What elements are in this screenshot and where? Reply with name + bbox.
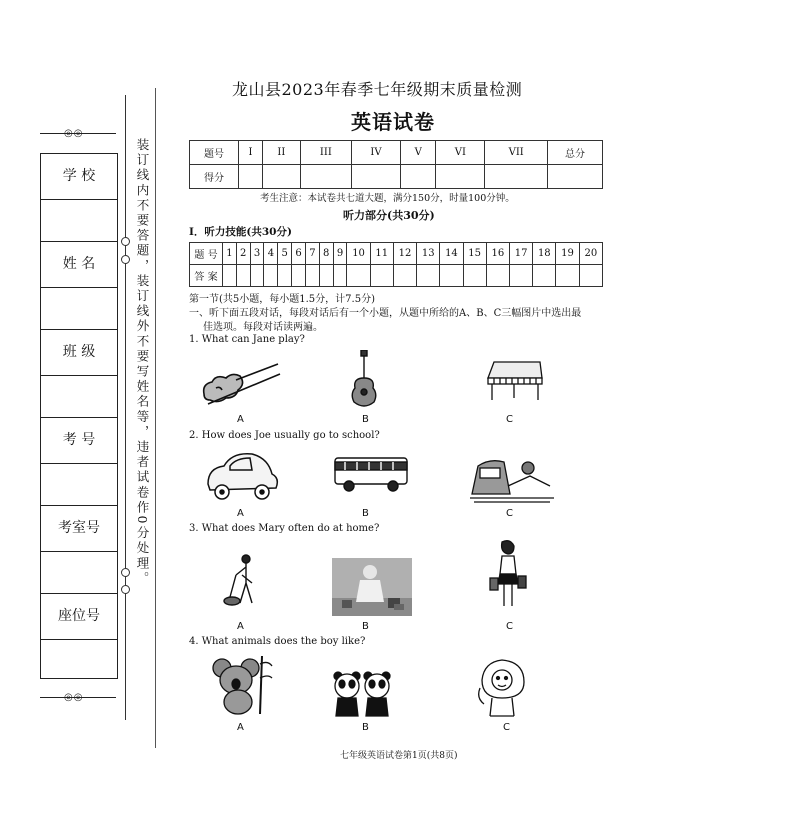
score-header-cell: IV <box>352 141 401 165</box>
class-field[interactable] <box>41 376 117 418</box>
question-number-cell: 2 <box>236 243 250 265</box>
answer-label: 答 案 <box>190 265 223 287</box>
q1-option-a: A <box>237 414 244 425</box>
train-picture <box>470 456 554 504</box>
answer-cell[interactable] <box>533 265 556 287</box>
pandas-picture <box>332 668 392 718</box>
score-table-header-row <box>190 141 603 165</box>
score-table <box>189 140 603 189</box>
answer-cell[interactable] <box>417 265 440 287</box>
answer-table-number-row <box>190 243 603 265</box>
child-playing-picture <box>332 558 412 616</box>
question-number-cell: 18 <box>533 243 556 265</box>
score-header-cell: VI <box>436 141 485 165</box>
score-header-cell: I <box>239 141 263 165</box>
instruction-line-1: 一、听下面五段对话，每段对话后有一个小题，从题中所给的A、B、C三幅图片中选出最 <box>189 308 582 319</box>
binding-hole-icon <box>121 255 130 264</box>
question-number-cell: 17 <box>509 243 532 265</box>
class-label: 班 级 <box>41 330 117 376</box>
guitar-picture <box>348 350 380 410</box>
question-number-cell: 19 <box>556 243 579 265</box>
q2-option-a: A <box>237 508 244 519</box>
answer-cell[interactable] <box>305 265 319 287</box>
q3-option-a: A <box>237 621 244 632</box>
binding-hole-icon <box>121 568 130 577</box>
binding-hole-icon <box>121 237 130 246</box>
question-2: 2. How does Joe usually go to school? <box>189 430 380 441</box>
violin-picture <box>198 354 282 410</box>
score-cell[interactable] <box>548 165 603 189</box>
q1-option-b: B <box>362 414 369 425</box>
score-cell[interactable] <box>436 165 485 189</box>
name-label: 姓 名 <box>41 242 117 288</box>
score-header-cell: VII <box>485 141 548 165</box>
q2-option-b: B <box>362 508 369 519</box>
question-number-cell: 6 <box>292 243 306 265</box>
answer-row-label: 题 号 <box>190 243 223 265</box>
instruction-line-2: 佳选项。每段对话读两遍。 <box>203 322 323 333</box>
question-number-cell: 14 <box>440 243 463 265</box>
score-header-cell: 题号 <box>190 141 239 165</box>
answer-cell[interactable] <box>264 265 278 287</box>
name-field[interactable] <box>41 288 117 330</box>
exam-title: 龙山县2023年春季七年级期末质量检测 <box>232 80 523 99</box>
question-number-cell: 9 <box>333 243 347 265</box>
score-header-cell: 总分 <box>548 141 603 165</box>
answer-cell[interactable] <box>579 265 602 287</box>
school-field[interactable] <box>41 200 117 242</box>
page-footer: 七年级英语试卷第1页(共8页) <box>340 751 458 761</box>
subsection-title: 第一节(共5小题，每小题1.5分，计7.5分) <box>189 294 375 305</box>
answer-cell[interactable] <box>278 265 292 287</box>
q4-option-a: A <box>237 722 244 733</box>
score-table-score-row <box>190 165 603 189</box>
exam-number-field[interactable] <box>41 464 117 506</box>
question-number-cell: 4 <box>264 243 278 265</box>
seat-number-field[interactable] <box>41 640 117 677</box>
question-number-cell: 12 <box>393 243 416 265</box>
score-header-cell: II <box>263 141 301 165</box>
question-number-cell: 1 <box>223 243 237 265</box>
score-cell[interactable] <box>485 165 548 189</box>
score-cell[interactable] <box>263 165 301 189</box>
q2-option-c: C <box>506 508 513 519</box>
q4-option-c: C <box>503 722 510 733</box>
binding-line-inner <box>155 88 156 748</box>
answer-cell[interactable] <box>393 265 416 287</box>
question-number-cell: 15 <box>463 243 486 265</box>
piano-picture <box>484 358 546 402</box>
candidate-notice: 考生注意：本试卷共七道大题，满分150分，时量100分钟。 <box>260 193 515 204</box>
school-label: 学 校 <box>41 154 117 200</box>
student-info-box <box>40 153 118 679</box>
answer-table-answer-row <box>190 265 603 287</box>
question-number-cell: 13 <box>417 243 440 265</box>
q4-option-b: B <box>362 722 369 733</box>
question-number-cell: 8 <box>319 243 333 265</box>
q3-option-b: B <box>362 621 369 632</box>
score-cell[interactable] <box>300 165 351 189</box>
answer-cell[interactable] <box>347 265 370 287</box>
answer-cell[interactable] <box>463 265 486 287</box>
answer-cell[interactable] <box>440 265 463 287</box>
shopping-woman-picture <box>488 538 528 610</box>
car-picture <box>202 448 282 504</box>
lion-picture <box>476 658 530 718</box>
question-number-cell: 16 <box>486 243 509 265</box>
koala-picture <box>210 654 276 716</box>
ornament-bottom: ◎◎ <box>64 692 84 703</box>
question-4: 4. What animals does the boy like? <box>189 636 366 647</box>
binding-hole-icon <box>121 585 130 594</box>
exam-number-label: 考 号 <box>41 418 117 464</box>
q1-option-c: C <box>506 414 513 425</box>
part1-heading: I．听力技能(共30分) <box>189 226 292 238</box>
exam-room-label: 考室号 <box>41 506 117 552</box>
question-3: 3. What does Mary often do at home? <box>189 523 380 534</box>
binding-notice: 装订线内不要答题，装订线外不要写姓名等，违者试卷作0分处理。 <box>135 138 150 587</box>
answer-cell[interactable] <box>333 265 347 287</box>
answer-cell[interactable] <box>509 265 532 287</box>
answer-cell[interactable] <box>223 265 237 287</box>
score-header-cell: III <box>300 141 351 165</box>
answer-table <box>189 242 603 287</box>
question-number-cell: 3 <box>250 243 264 265</box>
question-number-cell: 10 <box>347 243 370 265</box>
answer-cell[interactable] <box>250 265 264 287</box>
question-number-cell: 7 <box>305 243 319 265</box>
exam-subtitle: 英语试卷 <box>351 110 435 134</box>
q3-option-c: C <box>506 621 513 632</box>
question-number-cell: 20 <box>579 243 602 265</box>
score-row-label: 得分 <box>190 165 239 189</box>
score-cell[interactable] <box>239 165 263 189</box>
question-1: 1. What can Jane play? <box>189 334 305 345</box>
score-cell[interactable] <box>401 165 436 189</box>
answer-cell[interactable] <box>236 265 250 287</box>
vacuuming-picture <box>222 553 266 609</box>
answer-cell[interactable] <box>370 265 393 287</box>
ornament-top: ◎◎ <box>64 128 84 139</box>
bus-picture <box>333 452 411 494</box>
score-header-cell: V <box>401 141 436 165</box>
binding-line-outer <box>125 95 126 720</box>
answer-cell[interactable] <box>556 265 579 287</box>
score-cell[interactable] <box>352 165 401 189</box>
answer-cell[interactable] <box>319 265 333 287</box>
question-number-cell: 5 <box>278 243 292 265</box>
question-number-cell: 11 <box>370 243 393 265</box>
exam-room-field[interactable] <box>41 552 117 594</box>
answer-cell[interactable] <box>292 265 306 287</box>
listening-section-heading: 听力部分(共30分) <box>343 209 435 222</box>
answer-cell[interactable] <box>486 265 509 287</box>
seat-number-label: 座位号 <box>41 594 117 640</box>
